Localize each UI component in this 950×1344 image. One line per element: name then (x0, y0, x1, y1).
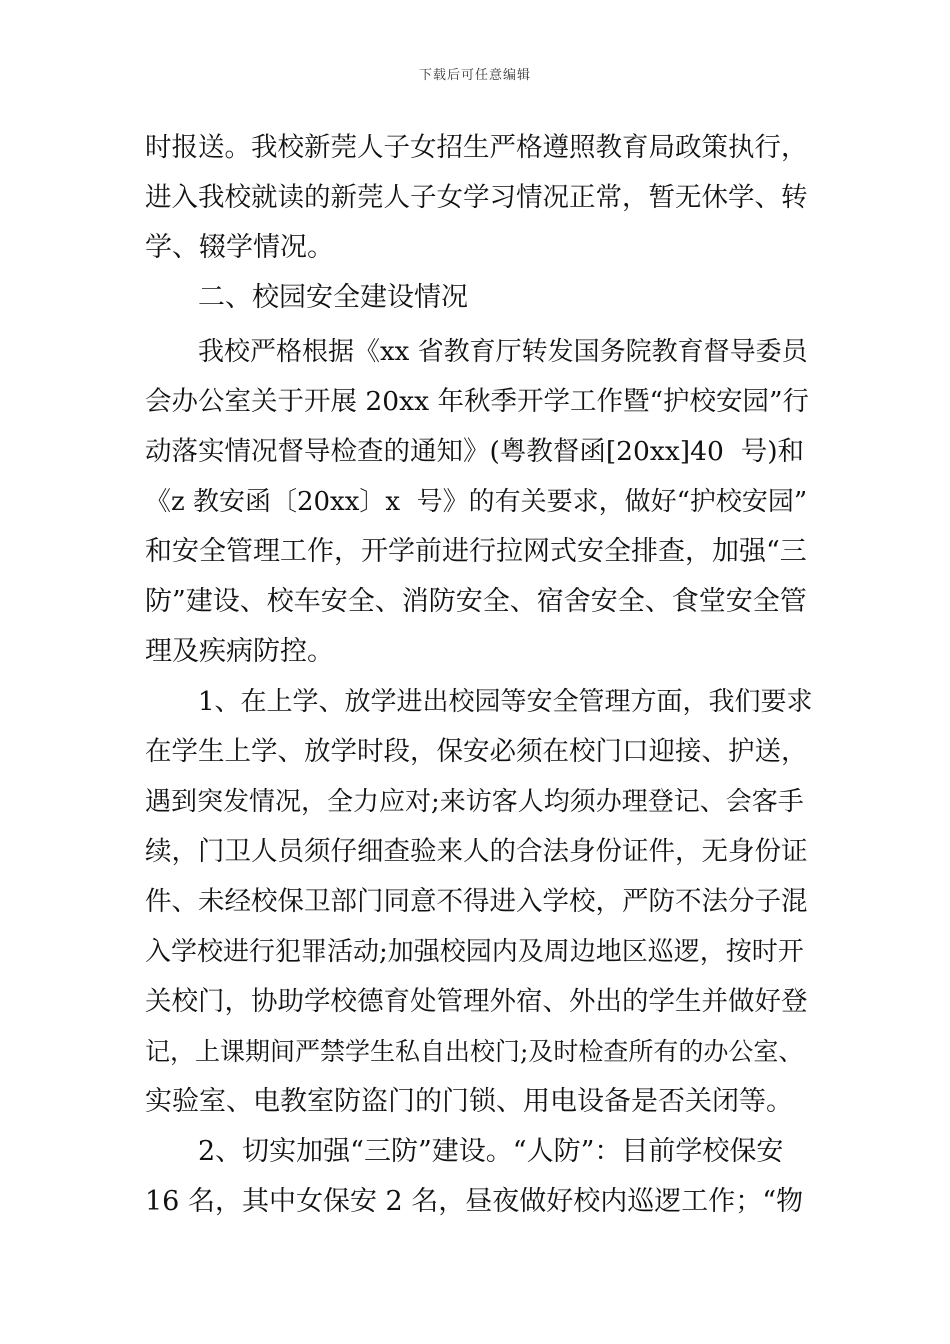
text-line: 1、在上学、放学进出校园等安全管理方面，我们要求 (198, 687, 813, 717)
text-line: 记，上课期间严禁学生私自出校门;及时检查所有的办公室、 (145, 1037, 804, 1066)
text-line: 《z 教安函〔20xx〕x 号》的有关要求，做好“护校安园” (145, 487, 808, 517)
page-header: 下载后可任意编辑 (418, 68, 531, 83)
text-line: 理及疾病防控。 (145, 636, 334, 667)
text-line: 续，门卫人员须仔细查验来人的合法身份证件，无身份证 (145, 836, 808, 867)
text-line: 时报送。我校新莞人子女招生严格遵照教育局政策执行， (145, 132, 808, 163)
text-line: 遇到突发情况，全力应对;来访客人均须办理登记、会客手 (145, 787, 804, 817)
text-line: 件、未经校保卫部门同意不得进入学校，严防不法分子混 (145, 886, 808, 917)
text-line: 学、辍学情况。 (145, 232, 334, 263)
text-line: 2、切实加强“三防”建设。“人防”：目前学校保安 (198, 1136, 784, 1167)
text-line: 进入我校就读的新莞人子女学习情况正常，暂无休学、转 (145, 182, 808, 213)
section-heading: 二、校园安全建设情况 (198, 282, 468, 313)
text-line: 关校门，协助学校德育处管理外宿、外出的学生并做好登 (145, 986, 808, 1017)
text-line: 和安全管理工作，开学前进行拉网式安全排查，加强“三 (145, 536, 807, 567)
text-line: 我校严格根据《xx 省教育厅转发国务院教育督导委员 (198, 337, 808, 367)
text-line: 防”建设、校车安全、消防安全、宿舍安全、食堂安全管 (145, 586, 807, 617)
text-line: 入学校进行犯罪活动;加强校园内及周边地区巡逻，按时开 (145, 937, 804, 967)
text-line: 动落实情况督导检查的通知》(粤教督函[20xx]40 号)和 (145, 436, 805, 467)
text-line: 16 名，其中女保安 2 名，昼夜做好校内巡逻工作；“物 (145, 1186, 804, 1217)
text-line: 会办公室关于开展 20xx 年秋季开学工作暨“护校安园”行 (145, 386, 810, 417)
text-line: 实验室、电教室防盗门的门锁、用电设备是否关闭等。 (145, 1086, 793, 1117)
text-line: 在学生上学、放学时段，保安必须在校门口迎接、护送， (145, 736, 808, 767)
